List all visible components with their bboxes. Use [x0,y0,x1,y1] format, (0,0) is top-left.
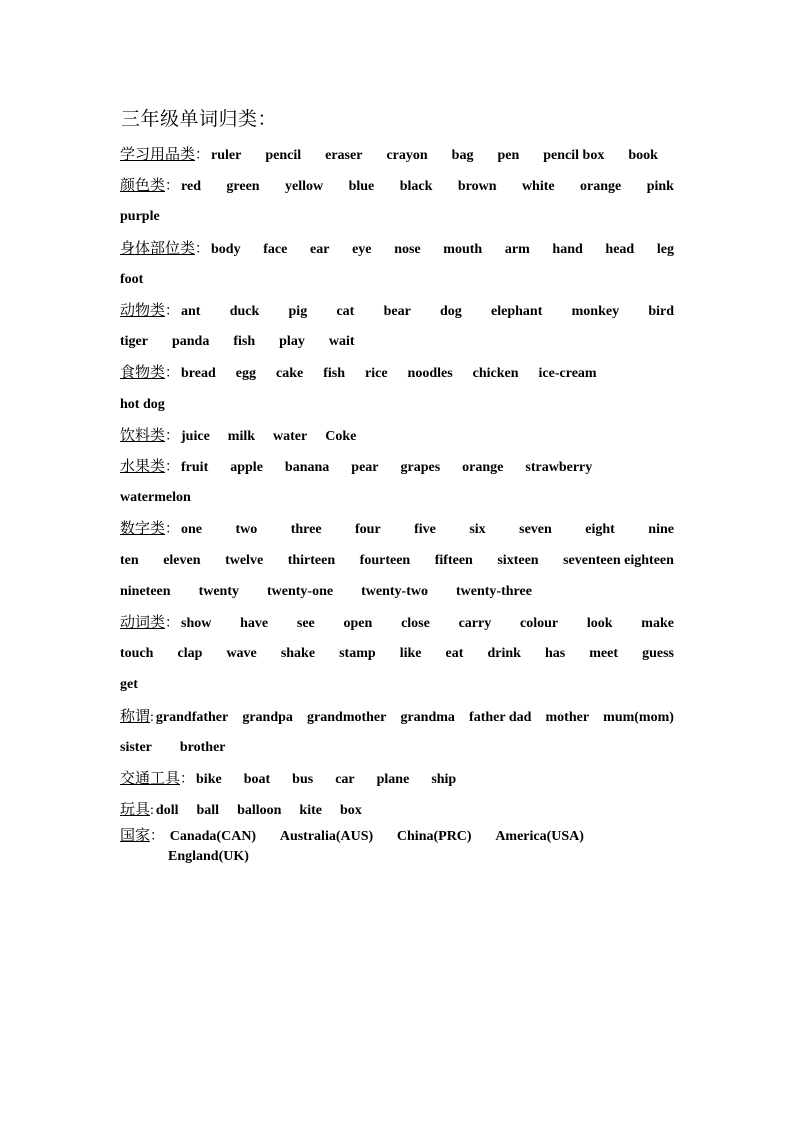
vocab-word: seven [519,522,552,537]
vocab-word: seventeen eighteen [563,553,674,568]
vocab-word: hot dog [120,397,165,412]
word-row [120,613,674,633]
vocab-word: orange [462,460,504,475]
vocab-word: England(UK) [168,849,249,864]
vocab-word: strawberry [525,460,593,475]
word-row [120,707,674,727]
category-label [120,363,181,384]
category-label [120,301,200,322]
vocab-word: twenty [198,584,239,599]
vocab-word: father dad [469,710,532,725]
vocab-word: white [521,179,555,194]
vocab-word: fruit [181,460,209,475]
vocab-word: nineteen [120,584,171,599]
category-name: 交通工具 [120,771,181,787]
vocab-word: touch [120,646,154,661]
page-title: 三年级单词归类： [121,109,278,130]
vocab-word: balloon [237,803,282,818]
vocab-word: boat [243,772,271,787]
word-row [120,239,674,259]
vocab-word: clap [177,646,203,661]
category-label [120,426,181,447]
vocab-word: twenty-three [455,584,532,599]
vocab-word: sixteen [497,553,539,568]
vocab-word: bird [648,304,674,319]
vocab-word: show [181,616,212,631]
vocab-word: eye [352,242,372,257]
vocab-word: book [628,148,658,163]
word-row [120,395,674,415]
vocab-word: look [586,616,613,631]
vocab-word: China(PRC) [396,829,472,844]
category-separator: ： [180,772,195,787]
vocab-word: red [181,179,201,194]
vocab-word: grandfather [155,710,229,725]
vocab-word: watermelon [120,490,191,505]
vocab-word: panda [171,334,210,349]
word-row [120,582,674,602]
vocab-word: meet [589,646,619,661]
vocab-word: rice [365,366,388,381]
vocab-word: ant [181,304,201,319]
category-separator: ： [195,242,210,257]
category-separator: ： [165,304,180,319]
vocab-word: shake [280,646,316,661]
vocab-word: get [120,677,138,692]
vocab-word: six [469,522,486,537]
word-row [120,488,674,508]
vocab-word: leg [656,242,674,257]
vocab-word: twenty-one [267,584,334,599]
vocab-word: guess [642,646,674,661]
vocab-word: like [399,646,422,661]
vocab-word: grandma [400,710,455,725]
vocab-word: ship [431,772,457,787]
vocab-word: mother [545,710,590,725]
vocab-word: brother [179,740,226,755]
vocab-word: grandmother [307,710,387,725]
category-separator: ： [165,460,180,475]
word-row [120,207,674,227]
category-separator: : [150,803,154,818]
category-name: 水果类 [120,459,166,475]
vocab-word: bike [196,772,222,787]
category-label [120,519,202,540]
vocab-word: car [335,772,355,787]
word-row [120,426,674,446]
vocab-word: box [339,803,362,818]
vocab-word: pencil box [543,148,605,163]
vocab-word: water [273,429,308,444]
word-row [120,332,674,352]
category-label [120,239,241,260]
vocab-word: face [263,242,288,257]
word-row [120,769,674,789]
vocab-word: banana [284,460,330,475]
vocab-word: nine [648,522,674,537]
vocab-word: twenty-two [361,584,428,599]
vocab-word: stamp [339,646,376,661]
vocab-word: Canada(CAN) [169,829,257,844]
vocab-word: Coke [325,429,357,444]
vocab-word: cat [336,304,355,319]
vocab-word: noodles [407,366,453,381]
vocab-word: fish [233,334,256,349]
category-name: 动词类 [120,615,166,631]
category-label [120,457,181,478]
category-name: 动物类 [120,303,166,319]
vocab-word: open [343,616,373,631]
vocab-word: apple [230,460,263,475]
category-label [120,800,156,821]
vocab-word: mum(mom) [603,710,674,725]
category-name: 饮料类 [120,428,166,444]
vocab-word: ice-cream [538,366,597,381]
word-row [120,363,674,383]
vocab-word: eat [445,646,464,661]
category-label [120,176,201,197]
vocab-word: plane [376,772,410,787]
vocab-word: drink [487,646,521,661]
vocab-word: fourteen [359,553,411,568]
vocab-word: pen [497,148,520,163]
vocab-word: egg [235,366,256,381]
vocab-word: arm [504,242,530,257]
category-label [120,613,211,634]
vocab-word: Australia(AUS) [279,829,374,844]
word-row [120,644,674,664]
vocab-word: ruler [211,148,242,163]
vocab-word: see [296,616,315,631]
word-row [120,826,604,846]
category-separator: ： [150,829,165,844]
category-name: 颜色类 [120,178,166,194]
vocab-word: pig [288,304,308,319]
category-separator: : [150,710,154,725]
word-row [120,675,674,695]
vocab-word: ten [120,553,139,568]
word-row [120,145,674,165]
vocab-word: ball [196,803,220,818]
vocab-word: fish [323,366,345,381]
word-row [168,847,674,867]
category-separator: ： [165,616,180,631]
category-separator: ： [165,366,180,381]
vocab-word: wait [328,334,355,349]
vocab-word: colour [519,616,559,631]
category-separator: ： [195,148,210,163]
vocab-word: juice [181,429,210,444]
vocab-word: dog [440,304,462,319]
word-row [120,301,674,321]
vocab-word: wave [226,646,257,661]
vocab-word: black [399,179,433,194]
vocab-word: nose [394,242,421,257]
vocab-word: foot [120,272,144,287]
vocab-word: monkey [571,304,620,319]
vocab-word: close [401,616,430,631]
vocab-word: sister [120,740,152,755]
vocab-word: thirteen [287,553,336,568]
vocab-word: bear [383,304,411,319]
vocab-word: three [290,522,322,537]
vocab-word: pencil [265,148,302,163]
vocab-word: purple [120,209,160,224]
category-label [120,145,211,166]
vocab-word: carry [458,616,492,631]
vocab-word: play [279,334,305,349]
word-row [120,270,674,290]
category-label [120,826,166,847]
vocab-word: mouth [443,242,483,257]
vocab-word: America(USA) [495,829,584,844]
vocab-word: one [181,522,203,537]
word-row [120,176,674,196]
vocab-word: crayon [386,148,428,163]
word-row [120,800,674,820]
category-name: 玩具 [120,802,151,818]
category-name: 学习用品类 [120,147,196,163]
vocab-word: milk [227,429,256,444]
vocab-word: body [211,242,241,257]
vocab-word: twelve [225,553,264,568]
vocab-word: has [544,646,566,661]
vocab-word: have [240,616,269,631]
vocab-word: bag [451,148,474,163]
word-row [120,457,674,477]
vocab-word: chicken [472,366,519,381]
category-separator: ： [165,179,180,194]
vocab-word: pink [646,179,674,194]
vocab-word: blue [348,179,375,194]
vocab-word: elephant [491,304,543,319]
vocab-word: head [605,242,635,257]
vocab-word: grapes [400,460,441,475]
category-name: 国家 [120,828,151,844]
category-separator: ： [165,522,180,537]
vocab-word: orange [580,179,622,194]
vocab-word: make [641,616,674,631]
vocab-word: five [414,522,436,537]
category-name: 食物类 [120,365,166,381]
category-name: 数字类 [120,521,166,537]
category-name: 身体部位类 [120,241,196,257]
word-row [120,551,674,571]
vocab-word: bus [292,772,314,787]
vocab-word: hand [552,242,583,257]
vocab-word: eraser [325,148,363,163]
vocab-word: bread [181,366,216,381]
vocab-word: tiger [120,334,148,349]
vocab-word: doll [155,803,179,818]
category-label [120,769,196,790]
vocab-word: pear [351,460,379,475]
vocab-word: eleven [163,553,201,568]
vocab-word: green [226,179,260,194]
vocab-word: ear [310,242,330,257]
word-row [120,519,674,539]
vocab-word: eight [585,522,615,537]
vocab-word: grandpa [242,710,293,725]
category-name: 称谓 [120,709,151,725]
vocab-word: fifteen [434,553,473,568]
vocab-word: brown [457,179,497,194]
vocab-word: yellow [285,179,324,194]
vocab-word: cake [275,366,304,381]
word-row [120,738,674,758]
vocab-word: duck [229,304,260,319]
vocab-word: two [235,522,258,537]
category-label [120,707,228,728]
category-separator: ： [165,429,180,444]
vocab-word: four [355,522,381,537]
vocab-word: kite [299,803,322,818]
